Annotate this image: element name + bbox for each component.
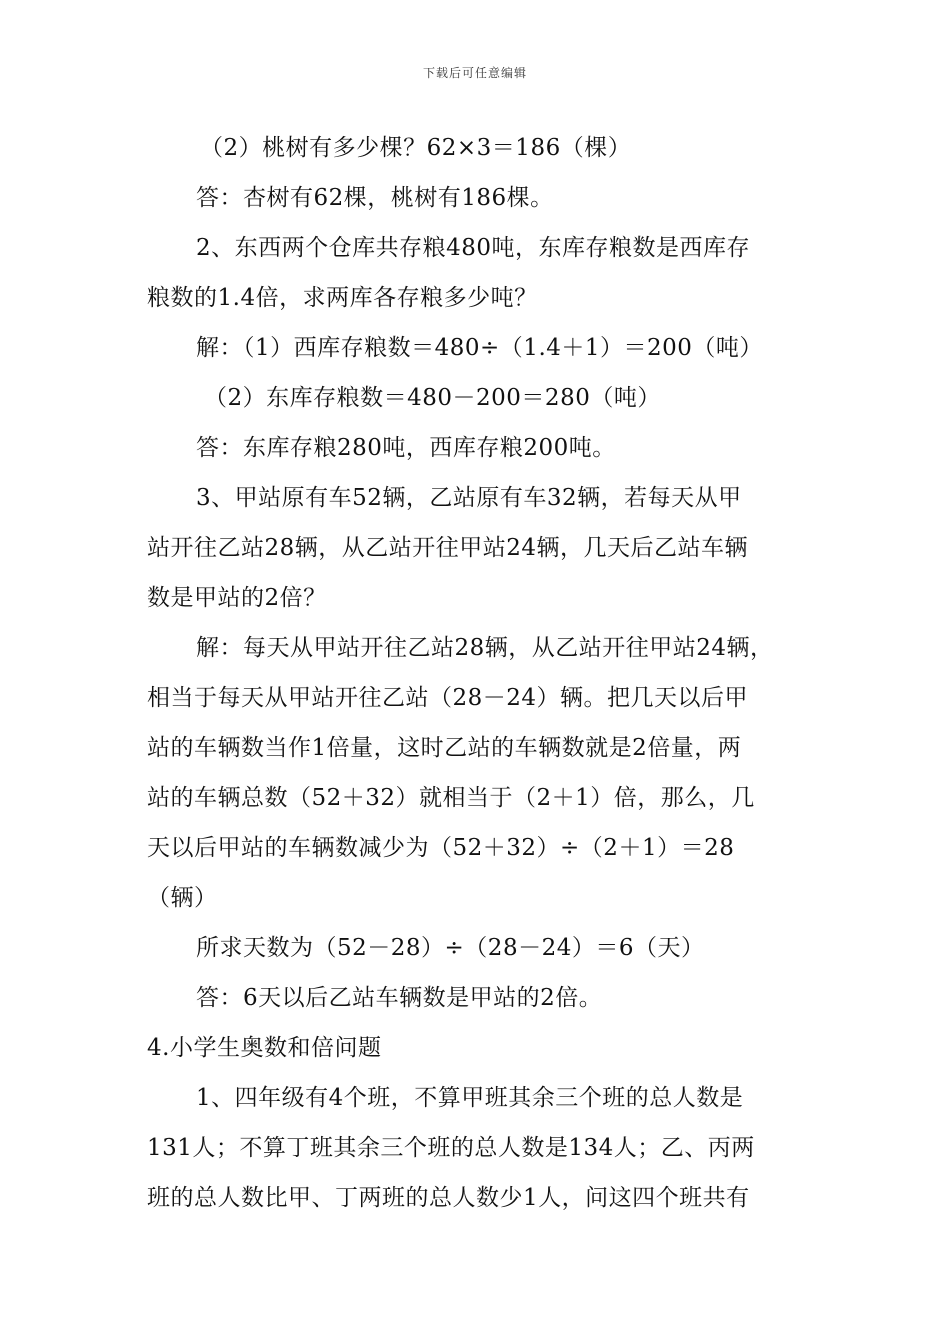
text-line: 站的车辆数当作1倍量，这时乙站的车辆数就是2倍量，两 xyxy=(147,735,742,761)
text-line: 答：东库存粮280吨，西库存粮200吨。 xyxy=(196,435,616,461)
text-line: 2、东西两个仓库共存粮480吨，东库存粮数是西库存 xyxy=(196,235,751,261)
text-line: 站开往乙站28辆，从乙站开往甲站24辆，几天后乙站车辆 xyxy=(147,535,749,561)
text-line: （辆） xyxy=(147,885,218,911)
text-line: （2）桃树有多少棵？62×3＝186（棵） xyxy=(200,135,632,161)
page-header: 下载后可任意编辑 xyxy=(422,66,527,80)
text-line: 131人；不算丁班其余三个班的总人数是134人；乙、丙两 xyxy=(147,1135,755,1161)
text-line: 答：杏树有62棵，桃树有186棵。 xyxy=(196,185,554,211)
text-line: （2）东库存粮数＝480－200＝280（吨） xyxy=(204,385,661,411)
text-line: 解：（1）西库存粮数＝480÷（1.4＋1）＝200（吨） xyxy=(196,335,763,361)
section-heading: 4.小学生奥数和倍问题 xyxy=(147,1035,382,1061)
text-line: 班的总人数比甲、丁两班的总人数少1人，问这四个班共有 xyxy=(147,1185,750,1211)
text-line: 天以后甲站的车辆数减少为（52＋32）÷（2＋1）＝28 xyxy=(147,835,735,861)
text-line: 3、甲站原有车52辆，乙站原有车32辆，若每天从甲 xyxy=(196,485,742,511)
text-line: 相当于每天从甲站开往乙站（28－24）辆。把几天以后甲 xyxy=(147,685,749,711)
text-line: 所求天数为（52－28）÷（28－24）＝6（天） xyxy=(196,935,705,961)
text-line: 答：6天以后乙站车辆数是甲站的2倍。 xyxy=(196,985,603,1011)
text-line: 站的车辆总数（52＋32）就相当于（2＋1）倍，那么，几 xyxy=(147,785,755,811)
text-line: 1、四年级有4个班，不算甲班其余三个班的总人数是 xyxy=(196,1085,744,1111)
text-line: 数是甲站的2倍？ xyxy=(147,585,327,611)
text-line: 粮数的1.4倍，求两库各存粮多少吨？ xyxy=(147,285,538,311)
text-line: 解：每天从甲站开往乙站28辆，从乙站开往甲站24辆， xyxy=(196,635,774,661)
